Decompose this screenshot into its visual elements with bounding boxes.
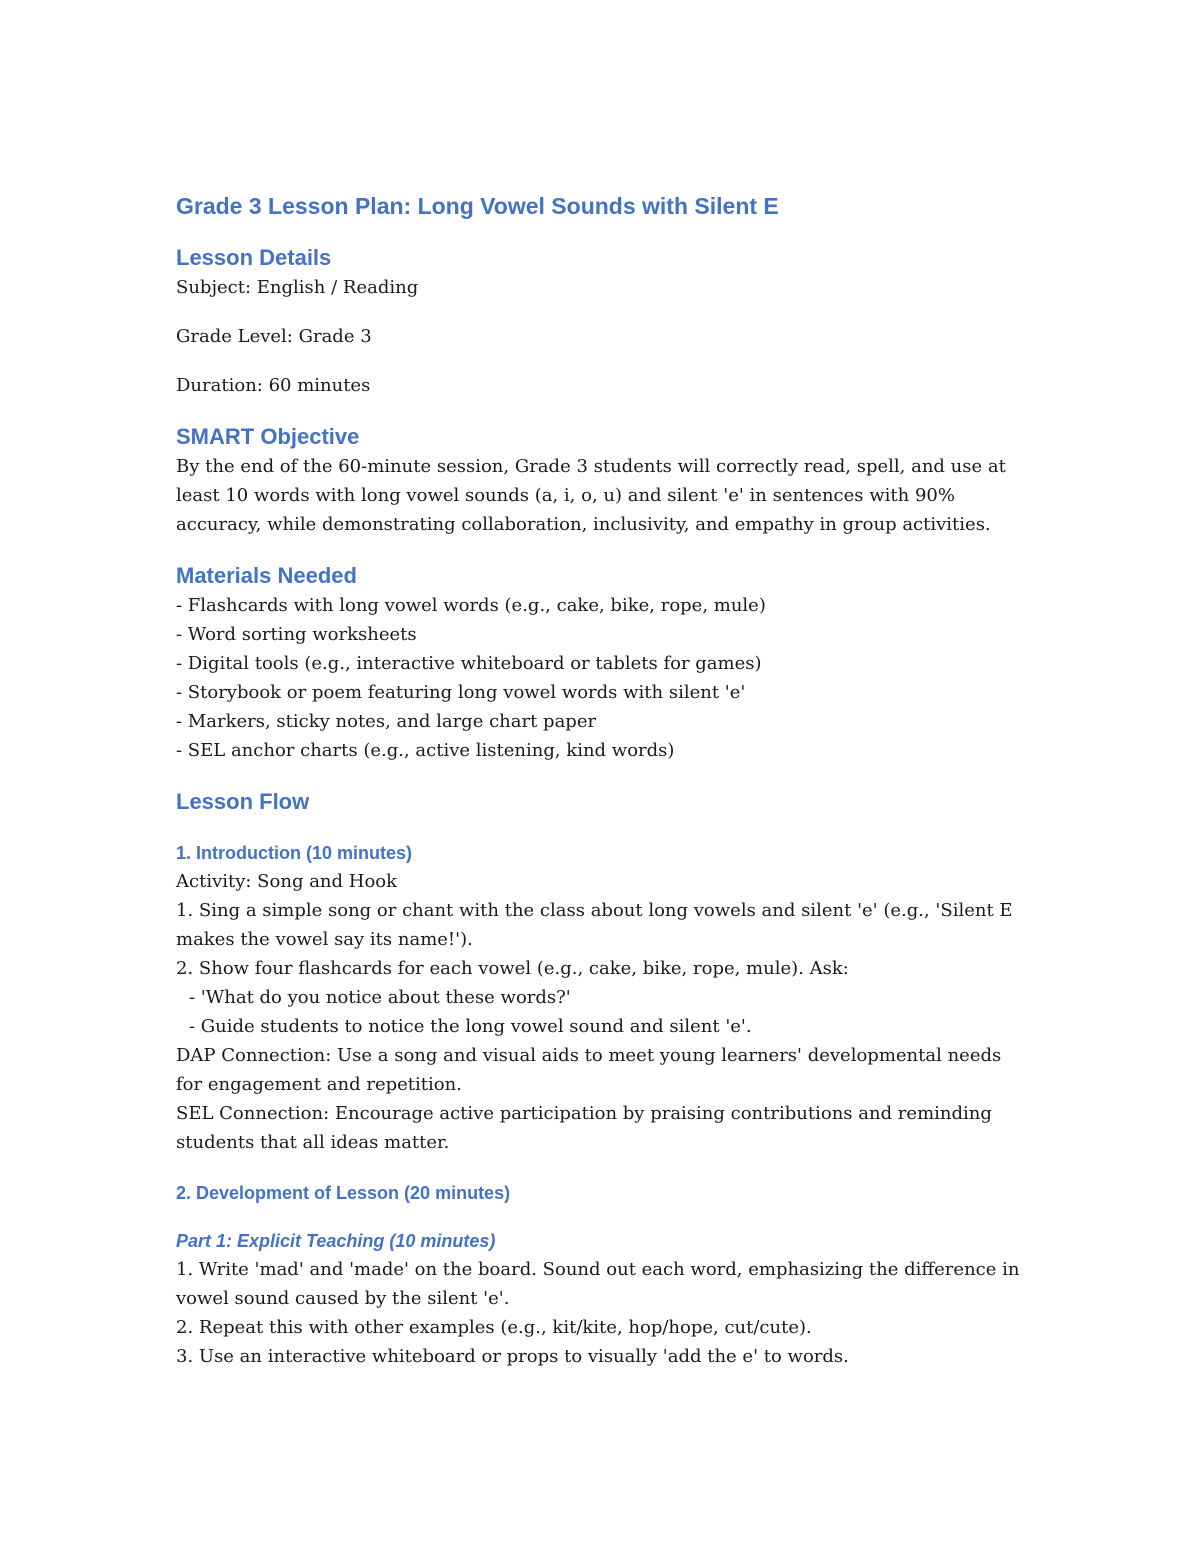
part1-line: 2. Repeat this with other examples (e.g., kit/kite, hop/hope, cut/cute). bbox=[176, 1317, 812, 1338]
objective-line: By the end of the 60-minute session, Grade 3 students will correctly read, spell, and use at bbox=[176, 456, 1006, 477]
intro-sub-item: - 'What do you notice about these words?' bbox=[189, 987, 571, 1008]
intro-line: 1. Sing a simple song or chant with the class about long vowels and silent 'e' (e.g., 'Silent E bbox=[176, 900, 1013, 921]
list-item: - SEL anchor charts (e.g., active listening, kind words) bbox=[176, 740, 675, 761]
dap-connection-line: DAP Connection: Use a song and visual aids to meet young learners' developmental needs bbox=[176, 1045, 1002, 1066]
list-item: - Storybook or poem featuring long vowel words with silent 'e' bbox=[176, 682, 746, 703]
duration-line: Duration: 60 minutes bbox=[176, 375, 371, 396]
intro-line: Activity: Song and Hook bbox=[176, 871, 398, 892]
part1-body bbox=[176, 1255, 1036, 1371]
smart-objective-heading: SMART Objective bbox=[176, 424, 360, 449]
objective-line: least 10 words with long vowel sounds (a, i, o, u) and silent 'e' in sentences with 90% bbox=[176, 485, 955, 506]
lesson-details-heading: Lesson Details bbox=[176, 245, 332, 270]
introduction-body bbox=[176, 867, 1036, 1157]
introduction-heading: 1. Introduction (10 minutes) bbox=[176, 843, 413, 863]
document-title: Grade 3 Lesson Plan: Long Vowel Sounds with Silent E bbox=[176, 193, 779, 219]
part1-line: vowel sound caused by the silent 'e'. bbox=[176, 1288, 510, 1309]
part1-line: 3. Use an interactive whiteboard or props to visually 'add the e' to words. bbox=[176, 1346, 849, 1367]
list-item: - Markers, sticky notes, and large chart paper bbox=[176, 711, 597, 732]
dap-connection-line: for engagement and repetition. bbox=[176, 1074, 462, 1095]
sel-connection-line: students that all ideas matter. bbox=[176, 1132, 450, 1153]
sel-connection-line: SEL Connection: Encourage active participation by praising contributions and reminding bbox=[176, 1103, 992, 1124]
grade-level-line: Grade Level: Grade 3 bbox=[176, 326, 372, 347]
subject-line: Subject: English / Reading bbox=[176, 277, 419, 298]
document-body bbox=[176, 190, 1036, 1371]
intro-sub-item: - Guide students to notice the long vowel sound and silent 'e'. bbox=[189, 1016, 752, 1037]
materials-list bbox=[176, 591, 1036, 765]
intro-line: 2. Show four flashcards for each vowel (e.g., cake, bike, rope, mule). Ask: bbox=[176, 958, 849, 979]
intro-line: makes the vowel say its name!'). bbox=[176, 929, 473, 950]
smart-objective-text bbox=[176, 452, 1036, 539]
part1-heading: Part 1: Explicit Teaching (10 minutes) bbox=[176, 1231, 496, 1251]
objective-line: accuracy, while demonstrating collaboration, inclusivity, and empathy in group activities. bbox=[176, 514, 991, 535]
materials-heading: Materials Needed bbox=[176, 563, 357, 588]
list-item: - Word sorting worksheets bbox=[176, 624, 417, 645]
list-item: - Digital tools (e.g., interactive whiteboard or tablets for games) bbox=[176, 653, 762, 674]
development-heading: 2. Development of Lesson (20 minutes) bbox=[176, 1183, 511, 1203]
lesson-flow-heading: Lesson Flow bbox=[176, 789, 310, 814]
part1-line: 1. Write 'mad' and 'made' on the board. Sound out each word, emphasizing the difference in bbox=[176, 1259, 1020, 1280]
list-item: - Flashcards with long vowel words (e.g., cake, bike, rope, mule) bbox=[176, 595, 766, 616]
